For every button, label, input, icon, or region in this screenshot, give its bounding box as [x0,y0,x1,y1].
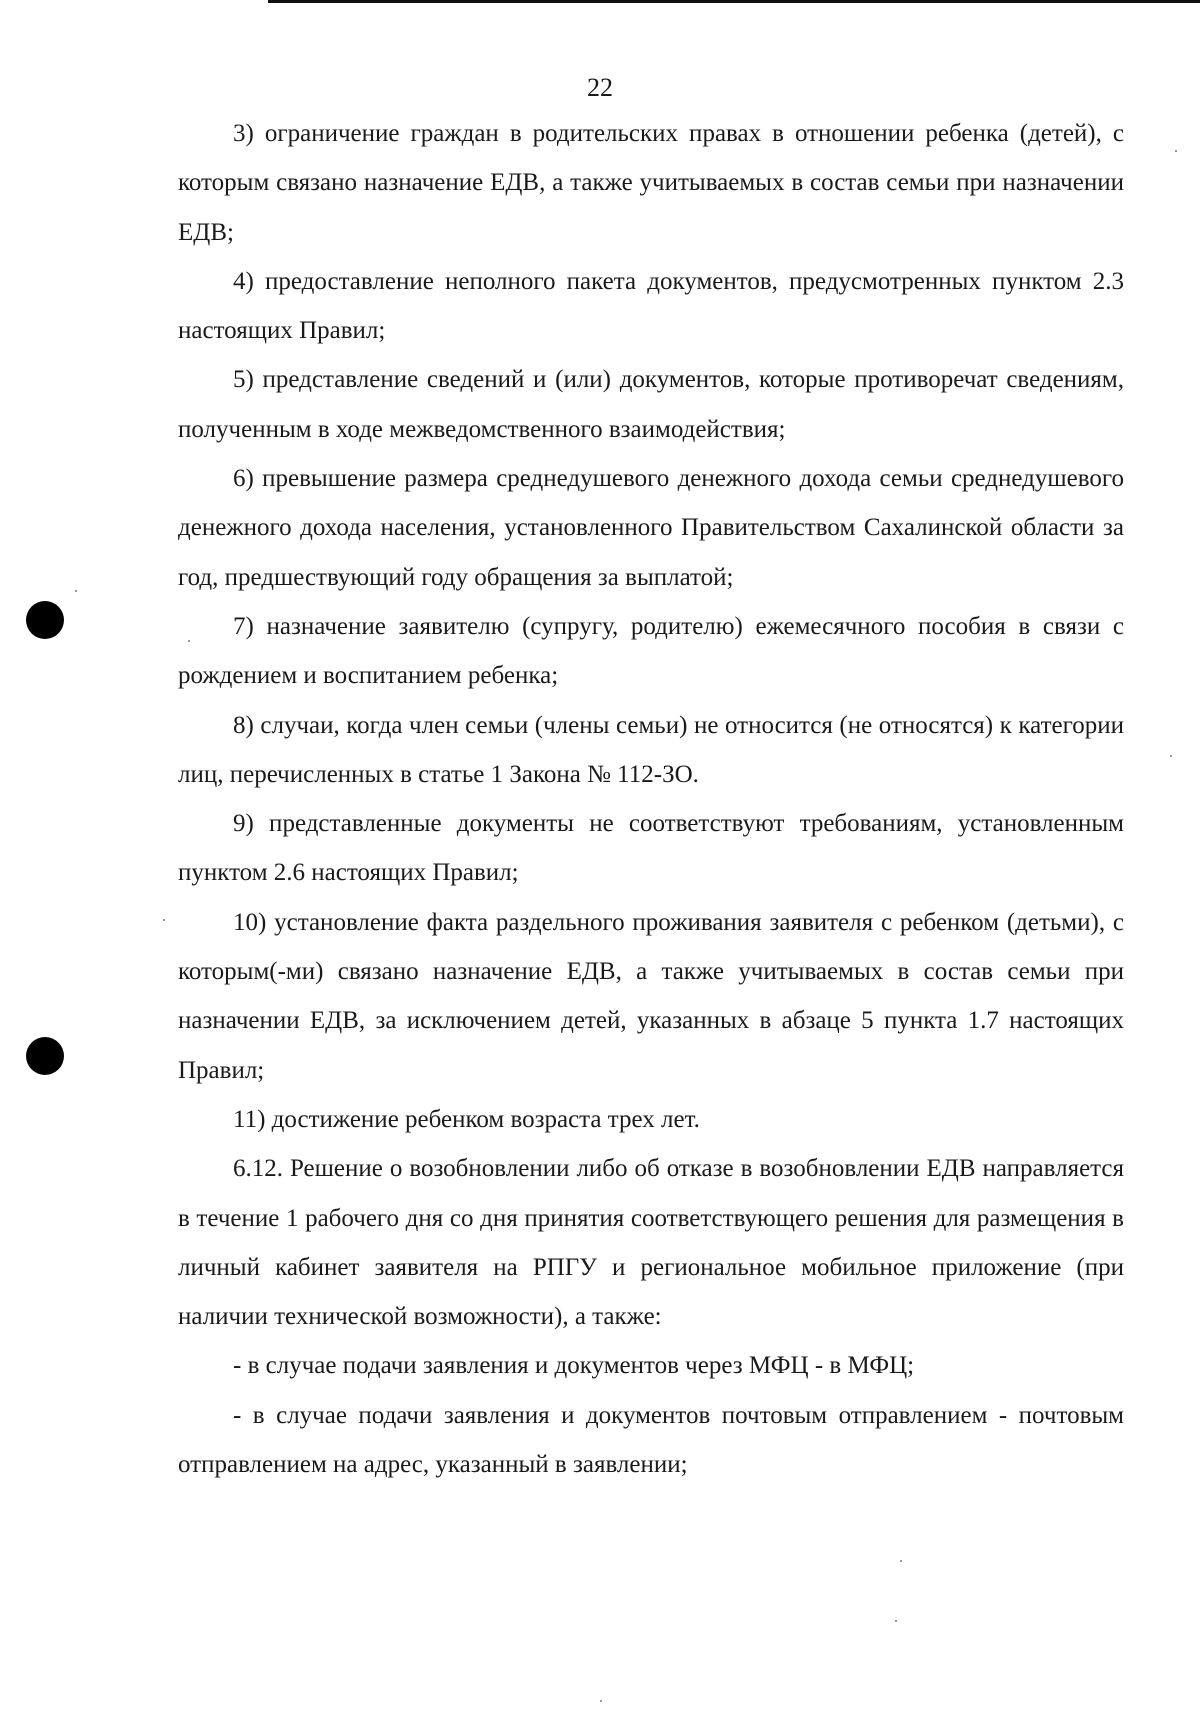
paragraph-6-12: 6.12. Решение о возобновлении либо об отказе в возобновлении ЕДВ направляется в течение 1 рабочего дня со дня принятия соответствующего решения для размещения в личный кабинет заявителя на РПГУ и региональное мобильное приложение (при наличии технической возможности), а также: [178,1155,1124,1331]
paragraph-item-4: 4) предоставление неполного пакета документов, предусмотренных пунктом 2.3 настоящих Правил; [178,267,1124,345]
scan-speck [895,1620,897,1622]
paragraph-item-9: 9) представленные документы не соответствуют требованиям, установленным пунктом 2.6 настоящих Правил; [178,810,1124,887]
paragraph-item-5: 5) представление сведений и (или) документов, которые противоречат сведениям, полученным в ходе межведомственного взаимодействия; [178,366,1124,443]
scan-speck [163,919,165,921]
document-body [178,109,1124,1489]
paragraph-item-8: 8) случаи, когда член семьи (члены семьи) не относится (не относятся) к категории лиц, перечисленных в статье 1 Закона № 112-ЗО. [178,711,1124,788]
paragraph-item-3: 3) ограничение граждан в родительских правах в отношении ребенка (детей), с которым связано назначение ЕДВ, а также учитываемых в состав семьи при назначении ЕДВ; [178,120,1124,246]
scan-speck [75,590,77,592]
page-number: 22 [587,73,613,102]
scan-speck [1175,150,1177,152]
paragraph-mfc-delivery: - в случае подачи заявления и документов через МФЦ - в МФЦ; [233,1352,915,1380]
top-edge-rule [268,0,1200,3]
scan-speck [900,1560,902,1562]
punch-hole-upper [26,601,64,639]
paragraph-item-11: 11) достижение ребенком возраста трех лет. [233,1105,700,1133]
punch-hole-lower [26,1037,64,1075]
paragraph-item-6: 6) превышение размера среднедушевого денежного дохода семьи среднедушевого денежного дохода населения, установленного Правительством Сахалинской области за год, предшествующий году обращения за выплатой; [178,465,1124,591]
paragraph-postal-delivery: - в случае подачи заявления и документов почтовым отправлением - почтовым отправлением на адрес, указанный в заявлении; [178,1401,1124,1479]
paragraph-item-7: 7) назначение заявителю (супругу, родителю) ежемесячного пособия в связи с рождением и воспитанием ребенка; [178,612,1124,690]
scan-speck [1170,755,1172,757]
scan-speck [600,1700,602,1702]
paragraph-item-10: 10) установление факта раздельного проживания заявителя с ребенком (детьми), с которым(-ми) связано назначение ЕДВ, а также учитываемых в состав семьи при назначении ЕДВ, за исключением детей, указанных в абзаце 5 пункта 1.7 настоящих Правил; [178,908,1124,1084]
